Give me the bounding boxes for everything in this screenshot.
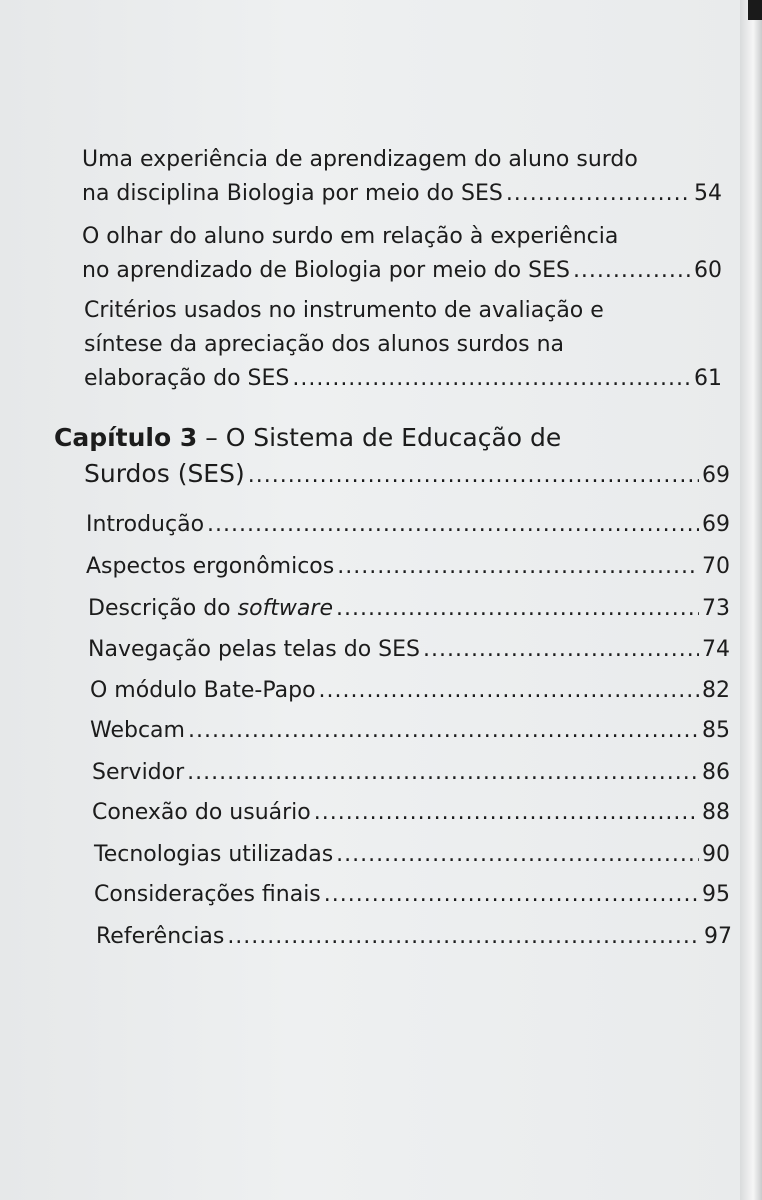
dot-leader <box>337 550 699 584</box>
toc-subentry-title: Descrição do software <box>88 596 333 621</box>
page-corner <box>748 0 762 20</box>
page-number: 69 <box>702 463 730 488</box>
dot-leader <box>319 674 699 708</box>
chapter-title: O Sistema de Educação de <box>225 423 562 452</box>
dot-leader <box>423 633 699 667</box>
dot-leader <box>187 756 699 790</box>
dot-leader <box>188 714 699 748</box>
page-number: 97 <box>704 924 732 949</box>
toc-entry-line: no aprendizado de Biologia por meio do SES <box>82 258 570 283</box>
page-number: 74 <box>702 637 730 662</box>
page-number: 70 <box>702 554 730 579</box>
toc-entry-line: elaboração do SES <box>84 366 290 391</box>
toc-subentry[interactable] <box>88 592 730 626</box>
toc-entry-line: síntese da apreciação dos alunos surdos na <box>84 332 565 357</box>
dot-leader <box>248 458 699 494</box>
toc-subentry-title: Referências <box>96 924 225 949</box>
dot-leader <box>207 508 699 542</box>
toc-entry[interactable] <box>84 294 722 396</box>
toc-entry[interactable] <box>82 220 722 288</box>
dot-leader <box>314 796 699 830</box>
page-number: 82 <box>702 678 730 703</box>
toc-subentry-title: Considerações finais <box>94 882 321 907</box>
toc-subentry[interactable] <box>96 920 732 954</box>
chapter-title-cont: Surdos (SES) <box>84 459 245 488</box>
toc-subentry-title: Introdução <box>86 512 205 537</box>
dot-leader <box>336 592 699 626</box>
chapter-label: Capítulo 3 <box>54 423 198 452</box>
toc-subentry[interactable] <box>88 633 730 667</box>
page-number: 88 <box>702 800 730 825</box>
dot-leader <box>336 838 699 872</box>
toc-subentry-title-italic: software <box>237 596 333 621</box>
dot-leader <box>573 254 691 288</box>
page-number: 86 <box>702 760 730 785</box>
chapter-dash: – <box>197 423 226 452</box>
dot-leader <box>292 362 691 396</box>
toc-subentry-title: O módulo Bate-Papo <box>90 678 316 703</box>
page-number: 90 <box>702 842 730 867</box>
toc-subentry-title: Servidor <box>92 760 185 785</box>
toc-entry-line: na disciplina Biologia por meio do SES <box>82 181 503 206</box>
toc-entry-line: Critérios usados no instrumento de avaliação e <box>84 298 604 323</box>
toc-subentry[interactable] <box>94 838 730 872</box>
toc-subentry[interactable] <box>86 550 730 584</box>
toc-subentry[interactable] <box>90 674 730 708</box>
toc-subentry-title: Conexão do usuário <box>92 800 311 825</box>
toc-subentry[interactable] <box>92 756 730 790</box>
page-number: 69 <box>702 512 730 537</box>
toc-subentry[interactable] <box>94 878 730 912</box>
toc-subentry-title: Tecnologias utilizadas <box>94 842 334 867</box>
page-number: 60 <box>694 258 722 283</box>
toc-subentry-title: Aspectos ergonômicos <box>86 554 335 579</box>
toc-subentry[interactable] <box>86 508 730 542</box>
page-number: 73 <box>702 596 730 621</box>
dot-leader <box>324 878 699 912</box>
page-number: 85 <box>702 718 730 743</box>
chapter-heading[interactable] <box>54 420 730 494</box>
page-number: 61 <box>694 366 722 391</box>
toc-subentry[interactable] <box>92 796 730 830</box>
toc-entry-line: Uma experiência de aprendizagem do aluno surdo <box>82 147 638 172</box>
dot-leader <box>506 177 691 211</box>
toc-entry-line: O olhar do aluno surdo em relação à experiência <box>82 224 619 249</box>
toc-subentry-title: Navegação pelas telas do SES <box>88 637 420 662</box>
page-number: 54 <box>694 181 722 206</box>
dot-leader <box>227 920 701 954</box>
toc-subentry[interactable] <box>90 714 730 748</box>
page-edge <box>740 0 762 1200</box>
page-number: 95 <box>702 882 730 907</box>
toc-entry[interactable] <box>82 143 722 211</box>
toc-subentry-title: Webcam <box>90 718 185 743</box>
